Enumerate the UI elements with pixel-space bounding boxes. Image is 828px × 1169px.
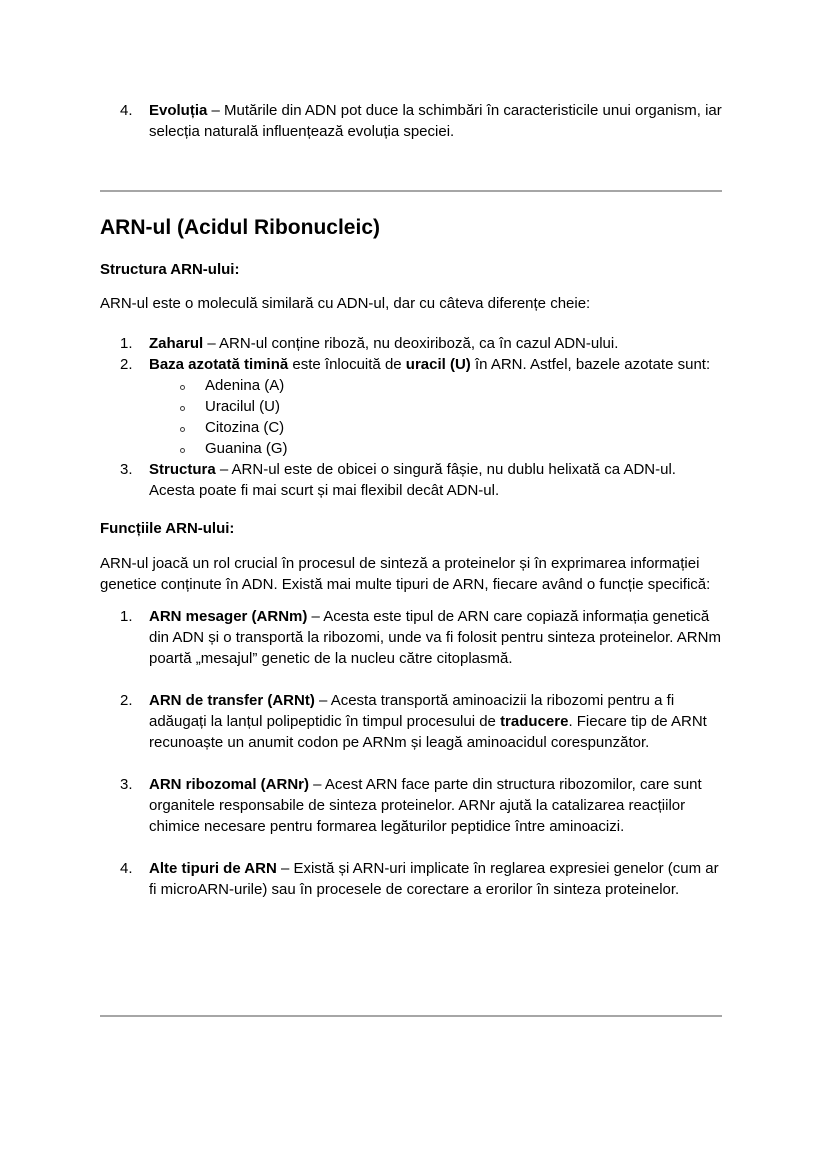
list-item-structura — [100, 459, 722, 501]
list-number: 2. — [120, 356, 133, 373]
subsection-heading-functions: Funcțiile ARN-ului: — [100, 520, 235, 537]
list-number: 4. — [120, 102, 133, 119]
nucleotide-bases-sublist — [100, 375, 722, 459]
circle-bullet-icon — [180, 448, 185, 453]
list-item-text: ARN ribozomal (ARNr) – Acest ARN face parte din structura ribozomilor, care sunt organitele responsabile de sinteza proteinelor. ARNr ajută la catalizarea reacțiilor chimice necesare pentru formarea legăturilor peptidice între aminoacizi. — [149, 776, 702, 835]
list-number: 1. — [120, 608, 133, 625]
list-item-alte-tipuri — [100, 858, 722, 900]
list-number: 3. — [120, 776, 133, 793]
list-item-evolutia — [100, 100, 722, 142]
list-item-text: Zaharul – ARN-ul conține riboză, nu deoxiriboză, ca în cazul ADN-ului. — [149, 335, 619, 352]
circle-bullet-icon — [180, 427, 185, 432]
list-item-baza-azotata — [100, 354, 722, 375]
list-number: 3. — [120, 461, 133, 478]
circle-bullet-icon — [180, 406, 185, 411]
circle-bullet-icon — [180, 385, 185, 390]
list-number: 1. — [120, 335, 133, 352]
list-item-arn-ribozomal — [100, 774, 722, 837]
list-item-text: Evoluția – Mutările din ADN pot duce la schimbări în caracteristicile unui organism, iar selecția naturală influențează evoluția speciei. — [149, 102, 722, 140]
section-divider-top — [100, 190, 722, 192]
list-number: 2. — [120, 692, 133, 709]
subsection-heading-structure: Structura ARN-ului: — [100, 261, 240, 278]
list-item-arn-transfer — [100, 690, 722, 753]
structure-list — [100, 333, 722, 501]
bullet-marker — [180, 417, 205, 438]
sub-list-item-uracilul — [100, 396, 722, 417]
list-item-arn-mesager — [100, 606, 722, 669]
sub-list-item-text: Guanina (G) — [205, 440, 288, 457]
functions-list — [100, 606, 722, 900]
list-number: 4. — [120, 860, 133, 877]
list-item-text: ARN de transfer (ARNt) – Acesta transportă aminoacizii la ribozomi pentru a fi adăugați la lanțul polipeptidic în timpul procesului de traducere. Fiecare tip de ARNt recunoaște un anumit codon pe ARNm și leagă aminoacidul corespunzător. — [149, 692, 707, 751]
sub-list-item-text: Adenina (A) — [205, 377, 285, 394]
list-item-text: Baza azotată timină este înlocuită de uracil (U) în ARN. Astfel, bazele azotate sunt: — [149, 356, 711, 373]
list-item-text: Structura – ARN-ul este de obicei o singură fâșie, nu dublu helixată ca ADN-ul. Acesta poate fi mai scurt și mai flexibil decât ADN-ul. — [149, 461, 676, 499]
sub-list-item-citozina — [100, 417, 722, 438]
sub-list-item-guanina — [100, 438, 722, 459]
bullet-marker — [180, 396, 205, 417]
section-divider-bottom — [100, 1015, 722, 1017]
sub-list-item-adenina — [100, 375, 722, 396]
list-item-text: ARN mesager (ARNm) – Acesta este tipul de ARN care copiază informația genetică din ADN și o transportă la ribozomi, unde va fi folosit pentru sinteza proteinelor. ARNm poartă „mesajul” genetic de la nucleu către citoplasmă. — [149, 608, 721, 667]
sub-list-item-text: Uracilul (U) — [205, 398, 280, 415]
previous-section-list — [100, 100, 722, 142]
list-item-zaharul — [100, 333, 722, 354]
bullet-marker — [180, 438, 205, 459]
paragraph-structure-intro: ARN-ul este o moleculă similară cu ADN-ul, dar cu câteva diferențe cheie: — [100, 295, 591, 312]
sub-list-item-text: Citozina (C) — [205, 419, 285, 436]
list-item-text: Alte tipuri de ARN – Există și ARN-uri implicate în reglarea expresiei genelor (cum ar fi microARN-urile) sau în procesele de corectare a erorilor în sinteza proteinelor. — [149, 860, 719, 898]
bullet-marker — [180, 375, 205, 396]
paragraph-functions-intro: ARN-ul joacă un rol crucial în procesul de sinteză a proteinelor și în exprimarea informației genetice conținute în ADN. Există mai multe tipuri de ARN, fiecare având o funcție specifică: — [100, 555, 711, 593]
section-title: ARN-ul (Acidul Ribonucleic) — [100, 216, 380, 239]
